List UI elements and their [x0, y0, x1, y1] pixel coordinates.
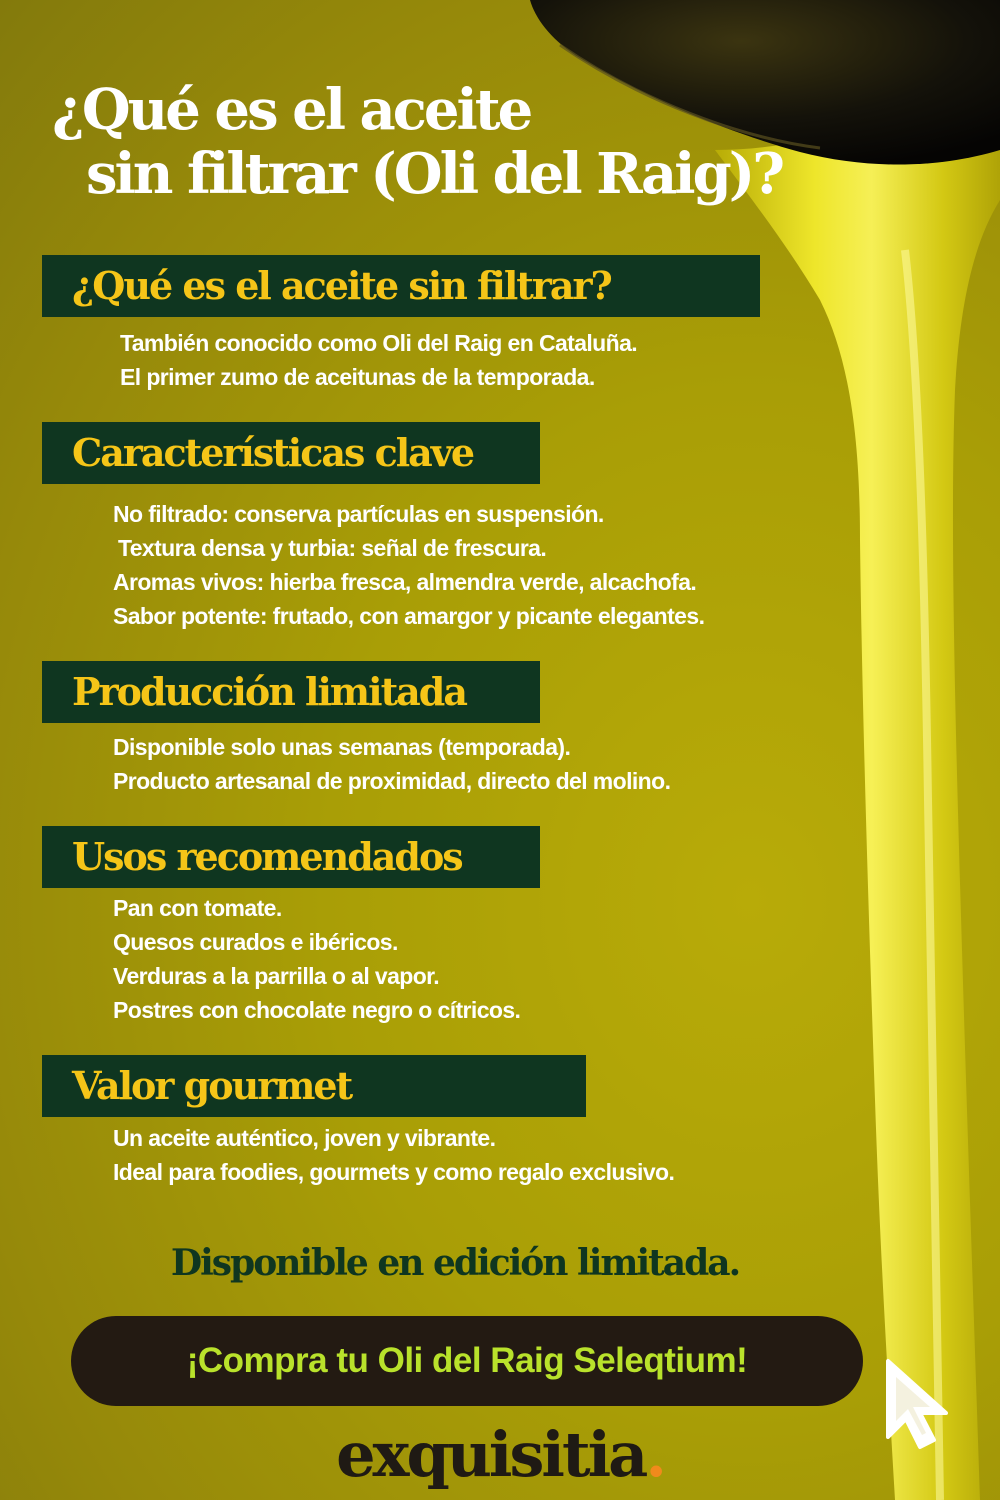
- text-line: Postres con chocolate negro o cítricos.: [113, 997, 521, 1023]
- text-line: No filtrado: conserva partículas en suspensión.: [113, 501, 604, 527]
- text-line: Ideal para foodies, gourmets y como regalo exclusivo.: [113, 1159, 675, 1185]
- section-text-que-es: [120, 326, 637, 394]
- text-line: Pan con tomate.: [113, 895, 282, 921]
- text-line: Textura densa y turbia: señal de frescura.: [118, 535, 547, 561]
- tagline: Disponible en edición limitada.: [170, 1242, 740, 1284]
- section-text-valor: [113, 1121, 674, 1189]
- page-title-line-1: ¿Qué es el aceite: [52, 77, 531, 143]
- section-heading-que-es: ¿Qué es el aceite sin filtrar?: [42, 255, 760, 317]
- text-line: Un aceite auténtico, joven y vibrante.: [113, 1125, 496, 1151]
- section-heading-caracteristicas: Características clave: [42, 422, 540, 484]
- brand-logo-dot: .: [645, 1418, 664, 1491]
- text-line: Disponible solo unas semanas (temporada).: [113, 734, 571, 760]
- text-line: Verduras a la parrilla o al vapor.: [113, 963, 440, 989]
- section-heading-valor: Valor gourmet: [42, 1055, 586, 1117]
- text-line: Producto artesanal de proximidad, directo del molino.: [113, 768, 671, 794]
- text-line: Quesos curados e ibéricos.: [113, 929, 398, 955]
- section-text-produccion: [113, 730, 670, 798]
- section-heading-usos: Usos recomendados: [42, 826, 540, 888]
- section-text-caracteristicas: [113, 497, 704, 633]
- page-title: [52, 78, 812, 206]
- brand-logo-text: exquisitia: [336, 1418, 646, 1491]
- text-line: El primer zumo de aceitunas de la temporada.: [120, 364, 595, 390]
- buy-button[interactable]: ¡Compra tu Oli del Raig Seleqtium!: [71, 1316, 863, 1406]
- text-line: También conocido como Oli del Raig en Cataluña.: [120, 330, 638, 356]
- page-title-line-2: sin filtrar (Oli del Raig)?: [86, 141, 783, 207]
- section-heading-produccion: Producción limitada: [42, 661, 540, 723]
- brand-logo: [0, 1418, 1000, 1491]
- text-line: Sabor potente: frutado, con amargor y picante elegantes.: [113, 603, 705, 629]
- section-text-usos: [113, 891, 520, 1027]
- text-line: Aromas vivos: hierba fresca, almendra verde, alcachofa.: [113, 569, 697, 595]
